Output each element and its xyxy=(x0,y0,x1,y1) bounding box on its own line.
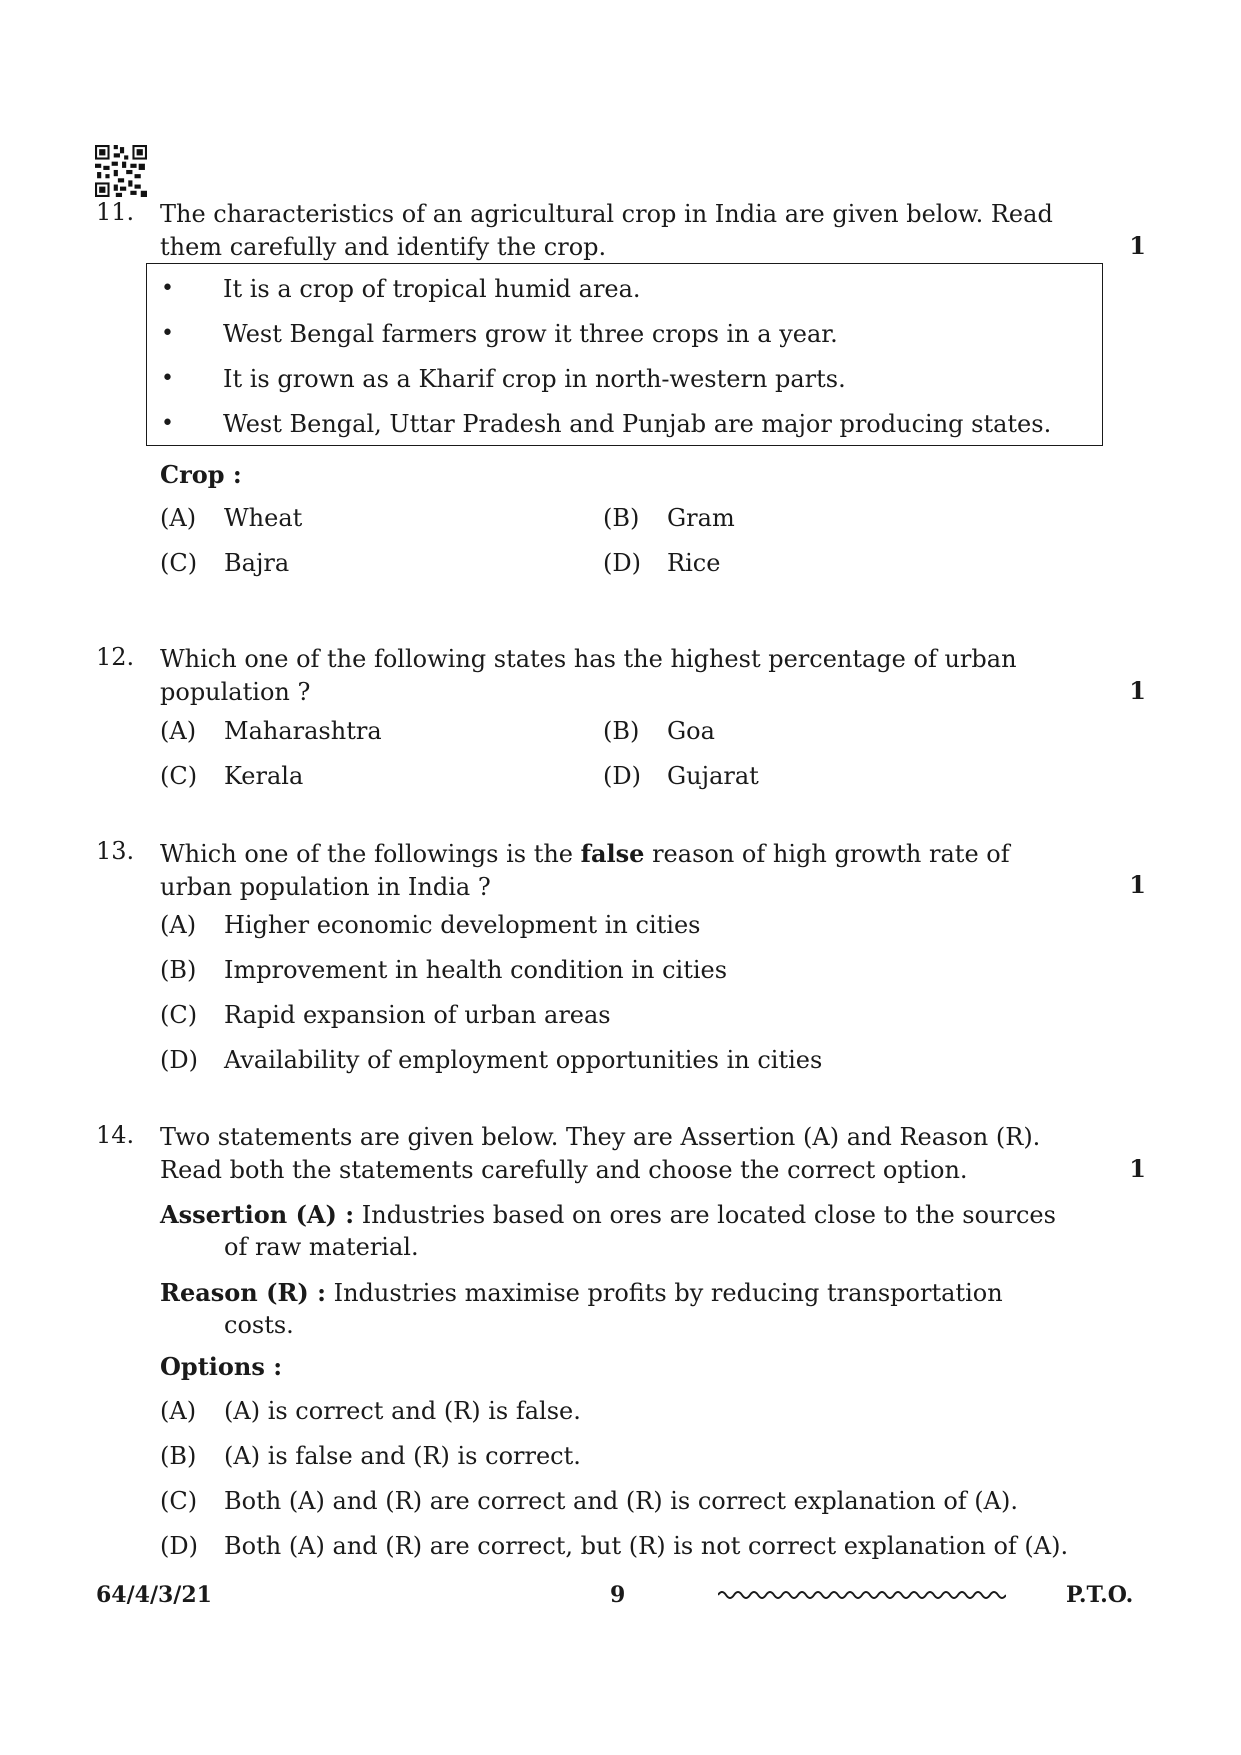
wavy-line-icon xyxy=(718,1585,1006,1605)
bullet-icon: • xyxy=(161,276,174,301)
question-text: The characteristics of an agricultural crop in India are given below. Read them carefully and identify the crop. xyxy=(160,200,1053,261)
crop-label: Crop : xyxy=(160,460,242,489)
question-number: 13. xyxy=(96,837,135,865)
question-text: Which one of the following states has the highest percentage of urban population ? xyxy=(160,645,1017,706)
marks: 1 xyxy=(1129,231,1146,260)
qr-code-icon xyxy=(95,145,147,197)
question-number: 11. xyxy=(96,198,135,226)
paper-code: 64/4/3/21 xyxy=(96,1582,212,1608)
bullet-icon: • xyxy=(161,411,174,436)
question-number: 12. xyxy=(96,643,135,671)
page-number: 9 xyxy=(610,1582,626,1608)
characteristics-box: • It is a crop of tropical humid area. • West Bengal farmers grow it three crops in a year. • It is grown as a Kharif crop in north-western parts. • West Bengal, Uttar Pradesh and Punjab are major producing states. xyxy=(146,263,1103,446)
assertion-label: Assertion (A) : xyxy=(160,1200,355,1229)
emphasis-false: false xyxy=(580,839,645,868)
marks: 1 xyxy=(1129,870,1146,899)
assertion: Assertion (A) : Industries based on ores are located close to the sources of raw material. xyxy=(160,1200,1056,1261)
options-label: Options : xyxy=(160,1352,283,1381)
marks: 1 xyxy=(1129,1154,1146,1183)
question-number: 14. xyxy=(96,1121,135,1149)
question-12 xyxy=(96,643,1146,709)
question-13 xyxy=(96,837,1146,904)
reason: Reason (R) : Industries maximise profits by reducing transportation costs. xyxy=(160,1278,1003,1339)
marks: 1 xyxy=(1129,676,1146,705)
pto-label: P.T.O. xyxy=(1066,1582,1134,1608)
reason-label: Reason (R) : xyxy=(160,1278,326,1307)
question-text: Two statements are given below. They are Assertion (A) and Reason (R). Read both the statements carefully and choose the correct option. xyxy=(160,1123,1041,1184)
question-14 xyxy=(96,1121,1146,1187)
bullet-icon: • xyxy=(161,366,174,391)
question-text: Which one of the followings is the false reason of high growth rate of urban population in India ? xyxy=(160,839,1010,901)
bullet-icon: • xyxy=(161,321,174,346)
question-11 xyxy=(96,198,1146,264)
